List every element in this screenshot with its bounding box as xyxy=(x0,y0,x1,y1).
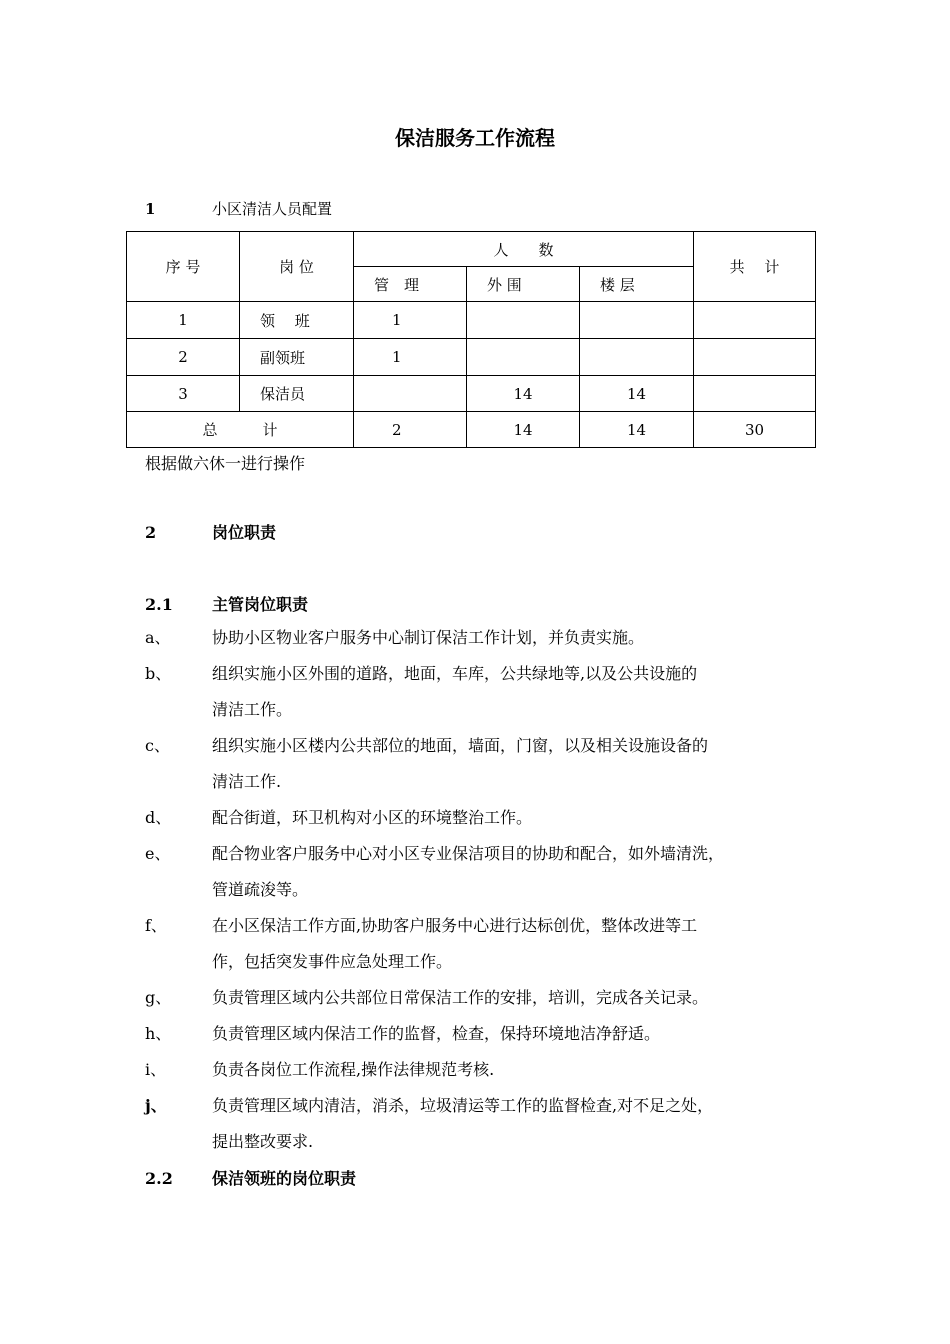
table-row xyxy=(127,376,816,412)
item-marker: d、 xyxy=(145,808,172,827)
item-marker: f、 xyxy=(145,916,167,935)
section-1-heading xyxy=(145,198,332,219)
item-marker: a、 xyxy=(145,628,171,647)
table-note: 根据做六休一进行操作 xyxy=(145,454,306,473)
table-sum-row xyxy=(127,412,816,448)
cell-post: 领 班 xyxy=(240,302,354,339)
cell-total xyxy=(694,376,816,412)
header-outer: 外 围 xyxy=(467,267,580,302)
item-text: 组织实施小区楼内公共部位的地面，墙面，门窗，以及相关设施设备的 xyxy=(212,736,709,755)
item-marker: h、 xyxy=(145,1024,172,1043)
cell-sum-outer: 14 xyxy=(467,412,580,448)
table-header-row xyxy=(127,232,816,267)
list-item xyxy=(145,620,825,656)
section-2-label: 岗位职责 xyxy=(212,523,277,542)
staff-table xyxy=(126,231,816,448)
table-row xyxy=(127,302,816,339)
cell-mgmt: 1 xyxy=(354,339,467,376)
cell-outer xyxy=(467,302,580,339)
list-item xyxy=(145,1088,825,1160)
list-item xyxy=(145,1016,825,1052)
item-text-continued: 提出整改要求. xyxy=(212,1132,314,1151)
item-text-continued: 清洁工作. xyxy=(212,772,282,791)
cell-sum-total: 30 xyxy=(694,412,816,448)
list-item xyxy=(145,728,825,800)
item-text-continued: 清洁工作。 xyxy=(212,700,293,719)
item-text: 负责管理区域内保洁工作的监督，检查，保持环境地洁净舒适。 xyxy=(212,1024,661,1043)
list-item xyxy=(145,836,825,908)
list-item xyxy=(145,656,825,728)
item-text: 配合街道，环卫机构对小区的环境整治工作。 xyxy=(212,808,533,827)
header-count: 人 数 xyxy=(354,232,694,267)
cell-seq: 3 xyxy=(127,376,240,412)
section-1-number: 1 xyxy=(145,200,156,218)
cell-outer: 14 xyxy=(467,376,580,412)
header-seq: 序 号 xyxy=(127,232,240,302)
item-marker: e、 xyxy=(145,844,171,863)
cell-total xyxy=(694,302,816,339)
cell-floor: 14 xyxy=(580,376,694,412)
item-text: 在小区保洁工作方面,协助客户服务中心进行达标创优，整体改进等工 xyxy=(212,916,698,935)
cell-mgmt: 1 xyxy=(354,302,467,339)
cell-sum-mgmt: 2 xyxy=(354,412,467,448)
section-2-1-label: 主管岗位职责 xyxy=(212,595,309,614)
cell-floor xyxy=(580,339,694,376)
cell-floor xyxy=(580,302,694,339)
cell-seq: 1 xyxy=(127,302,240,339)
list-item xyxy=(145,980,825,1016)
item-text: 负责管理区域内清洁，消杀，垃圾清运等工作的监督检查,对不足之处， xyxy=(212,1096,714,1115)
cell-mgmt xyxy=(354,376,467,412)
section-2-1-heading xyxy=(145,592,308,615)
item-marker: j、 xyxy=(145,1096,167,1115)
item-marker: b、 xyxy=(145,664,172,683)
section-2-heading xyxy=(145,520,276,543)
item-text: 协助小区物业客户服务中心制订保洁工作计划，并负责实施。 xyxy=(212,628,645,647)
cell-sum-label: 总 计 xyxy=(127,412,354,448)
section-2-1-number: 2.1 xyxy=(145,595,173,614)
section-2-number: 2 xyxy=(145,523,157,542)
item-marker: c、 xyxy=(145,736,170,755)
item-text: 配合物业客户服务中心对小区专业保洁项目的协助和配合，如外墙清洗， xyxy=(212,844,725,863)
section-2-2-number: 2.2 xyxy=(145,1169,173,1188)
item-text-continued: 管道疏浚等。 xyxy=(212,880,309,899)
item-text: 负责各岗位工作流程,操作法律规范考核. xyxy=(212,1060,495,1079)
header-floor: 楼 层 xyxy=(580,267,694,302)
header-mgmt: 管 理 xyxy=(354,267,467,302)
item-marker: g、 xyxy=(145,988,172,1007)
list-item xyxy=(145,800,825,836)
list-item xyxy=(145,908,825,980)
header-total: 共 计 xyxy=(694,232,816,302)
list-item xyxy=(145,1052,825,1088)
item-marker: i、 xyxy=(145,1060,167,1079)
item-text: 负责管理区域内公共部位日常保洁工作的安排，培训，完成各关记录。 xyxy=(212,988,709,1007)
section-2-2-heading xyxy=(145,1166,356,1189)
cell-post: 保洁员 xyxy=(240,376,354,412)
cell-sum-floor: 14 xyxy=(580,412,694,448)
cell-seq: 2 xyxy=(127,339,240,376)
table-row xyxy=(127,339,816,376)
header-post: 岗 位 xyxy=(240,232,354,302)
document-title: 保洁服务工作流程 xyxy=(395,126,555,150)
cell-post: 副领班 xyxy=(240,339,354,376)
section-1-label: 小区清洁人员配置 xyxy=(212,200,333,218)
section-2-2-label: 保洁领班的岗位职责 xyxy=(212,1169,357,1188)
cell-outer xyxy=(467,339,580,376)
cell-total xyxy=(694,339,816,376)
item-text-continued: 作，包括突发事件应急处理工作。 xyxy=(212,952,453,971)
item-text: 组织实施小区外围的道路，地面，车库，公共绿地等,以及公共设施的 xyxy=(212,664,698,683)
